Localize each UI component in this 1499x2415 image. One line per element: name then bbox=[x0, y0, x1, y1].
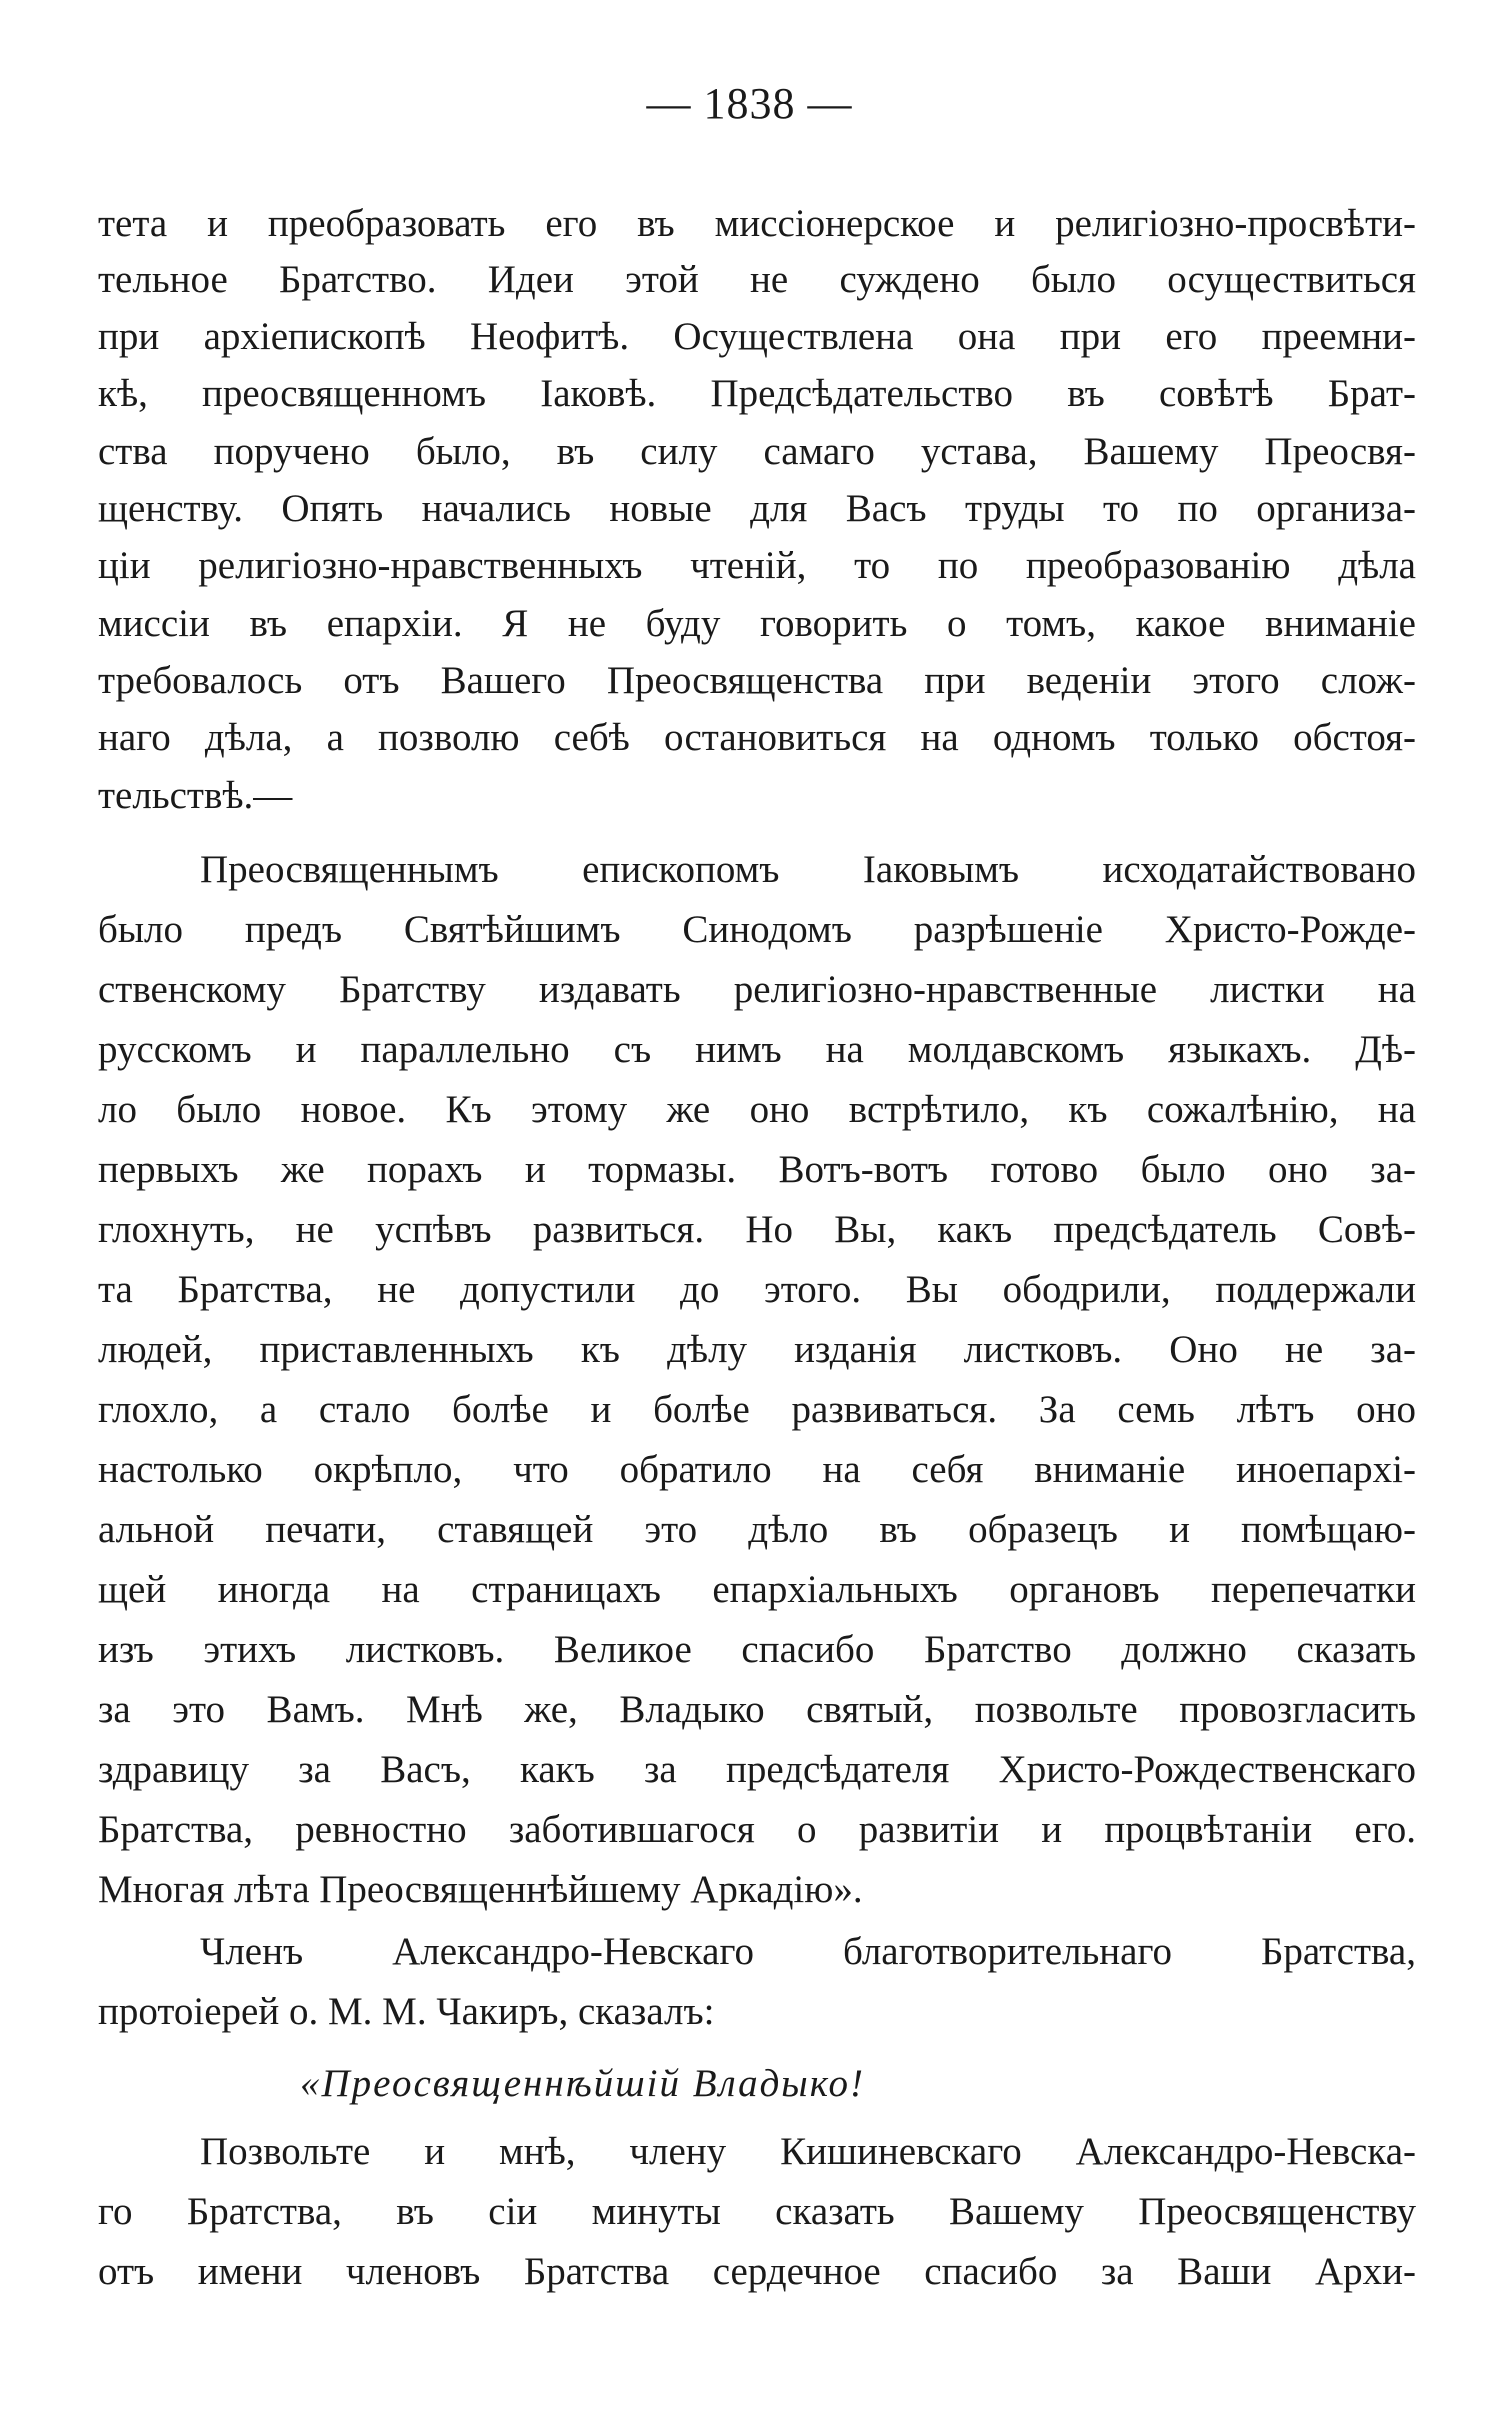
text-line-21: глохло, а стало болѣе и болѣе развиваться. За семь лѣтъ оно bbox=[98, 1388, 1416, 1431]
text-line-2: тельное Братство. Идеи этой не суждено было осуществиться bbox=[98, 258, 1416, 301]
page-number: — 1838 — bbox=[646, 79, 853, 128]
text-line-9: требовалось отъ Вашего Преосвященства при веденіи этого слож- bbox=[98, 659, 1416, 702]
text-line-22: настолько окрѣпло, что обратило на себя вниманіе иноепархі- bbox=[98, 1448, 1416, 1491]
text-line-33: Позвольте и мнѣ, члену Кишиневскаго Александро-Невска- bbox=[200, 2130, 1416, 2173]
text-line-11: тельствѣ.— bbox=[98, 774, 293, 817]
text-line-10: наго дѣла, а позволю себѣ остановиться на одномъ только обстоя- bbox=[98, 716, 1416, 759]
text-line-6: щенству. Опять начались новые для Васъ труды то по организа- bbox=[98, 487, 1416, 530]
text-line-31: протоіерей о. М. М. Чакиръ, сказалъ: bbox=[98, 1990, 715, 2033]
text-line-35: отъ имени членовъ Братства сердечное спасибо за Ваши Архи- bbox=[98, 2250, 1416, 2293]
text-line-18: глохнуть, не успѣвъ развиться. Но Вы, какъ предсѣдатель Совѣ- bbox=[98, 1208, 1416, 1251]
text-line-8: миссіи въ епархіи. Я не буду говорить о томъ, какое вниманіе bbox=[98, 602, 1416, 645]
text-line-30: Членъ Александро-Невскаго благотворительнаго Братства, bbox=[200, 1930, 1416, 1973]
text-line-34: го Братства, въ сіи минуты сказать Вашему Преосвященству bbox=[98, 2190, 1416, 2233]
text-line-29: Многая лѣта Преосвященнѣйшему Аркадію». bbox=[98, 1868, 863, 1911]
text-line-16: ло было новое. Къ этому же оно встрѣтило, къ сожалѣнію, на bbox=[98, 1088, 1416, 1131]
text-line-28: Братства, ревностно заботившагося о развитіи и процвѣтаніи его. bbox=[98, 1808, 1416, 1851]
text-line-17: первыхъ же порахъ и тормазы. Вотъ-вотъ готово было оно за- bbox=[98, 1148, 1416, 1191]
text-line-7: ціи религіозно-нравственныхъ чтеній, то по преобразованію дѣла bbox=[98, 544, 1416, 587]
text-line-25: изъ этихъ листковъ. Великое спасибо Братство должно сказать bbox=[98, 1628, 1416, 1671]
text-line-1: тета и преобразовать его въ миссіонерское и религіозно-просвѣти- bbox=[98, 202, 1416, 245]
text-line-4: кѣ, преосвященномъ Іаковѣ. Предсѣдательство въ совѣтѣ Брат- bbox=[98, 372, 1416, 415]
text-line-24: щей иногда на страницахъ епархіальныхъ органовъ перепечатки bbox=[98, 1568, 1416, 1611]
text-line-14: ственскому Братству издавать религіозно-нравственные листки на bbox=[98, 968, 1416, 1011]
text-line-13: было предъ Святѣйшимъ Синодомъ разрѣшеніе Христо-Рожде- bbox=[98, 908, 1416, 951]
text-line-12: Преосвященнымъ епископомъ Іаковымъ исходатайствовано bbox=[200, 848, 1416, 891]
text-line-23: альной печати, ставящей это дѣло въ образецъ и помѣщаю- bbox=[98, 1508, 1416, 1551]
text-line-27: здравицу за Васъ, какъ за предсѣдателя Христо-Рождественскаго bbox=[98, 1748, 1416, 1791]
text-line-26: за это Вамъ. Мнѣ же, Владыко святый, позвольте провозгласить bbox=[98, 1688, 1416, 1731]
text-line-20: людей, приставленныхъ къ дѣлу изданія листковъ. Оно не за- bbox=[98, 1328, 1416, 1371]
address-heading: «Преосвященнѣйшій Владыко! bbox=[300, 2062, 865, 2105]
text-line-3: при архіепископѣ Неофитѣ. Осуществлена она при его преемни- bbox=[98, 315, 1416, 358]
text-line-15: русскомъ и параллельно съ нимъ на молдавскомъ языкахъ. Дѣ- bbox=[98, 1028, 1416, 1071]
text-line-5: ства поручено было, въ силу самаго устава, Вашему Преосвя- bbox=[98, 430, 1416, 473]
text-line-19: та Братства, не допустили до этого. Вы ободрили, поддержали bbox=[98, 1268, 1416, 1311]
